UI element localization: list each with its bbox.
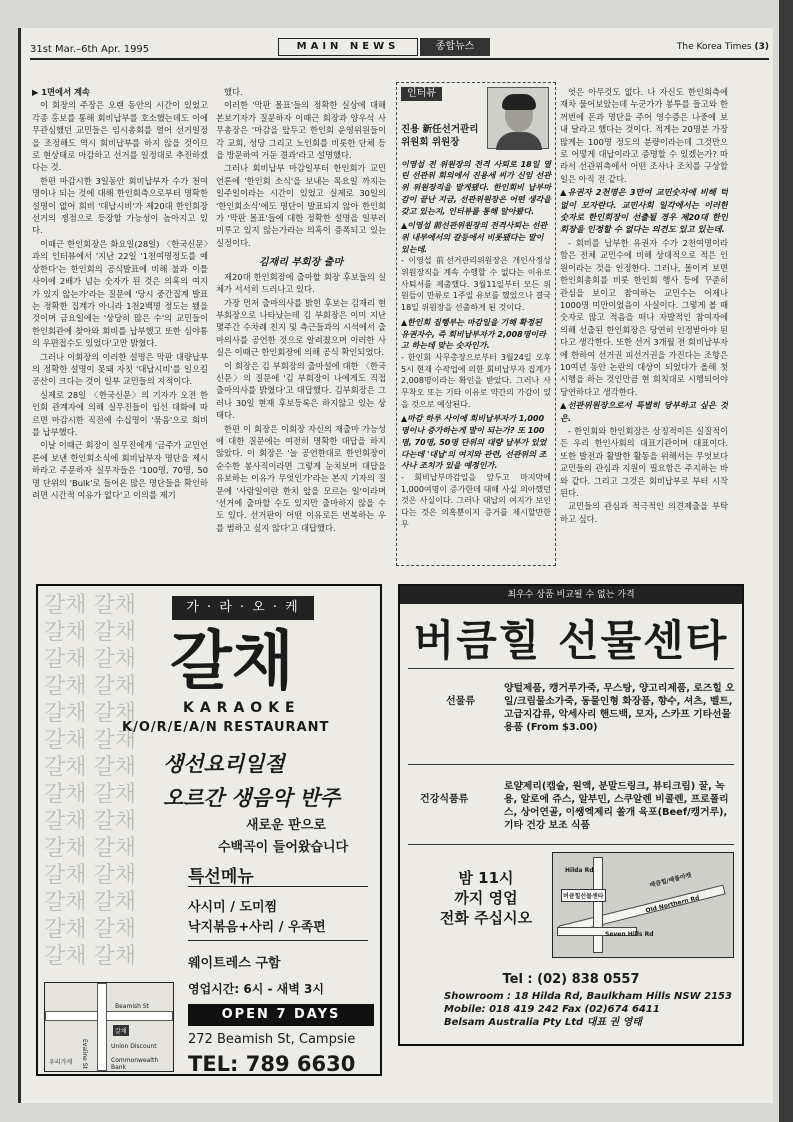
- interview-answer: - 이영섭 前선거관리위원장은 개인사정상 위원장직을 계속 수행할 수 없다는 이유로 사퇴서를 제출했다. 3월11일부터 모든 위원들이 만류로 1주일 유보를 했었으나 결국 18일 위원장을 선출하게 된 것이다.: [401, 256, 551, 313]
- paragraph: 한편 마감시한 3일동안 회비납부자 수가 천여명이나 되는 것에 대해 한인회측으로부터 명확한 설명이 없어 회비 '대납시비'가 제20대 한인회장 선거의 쟁점으로 등장할 가능성이 높아지고 있다.: [32, 175, 208, 236]
- interview-question: ▲한인회 집행부는 마감일을 기해 확정된 유권자수, 즉 회비납부자가 2,008명이라고 하는데 맞는 숫자인가.: [401, 317, 546, 351]
- portrait-body: [496, 132, 542, 150]
- map-label: Union Discount: [111, 1043, 157, 1050]
- paragraph: 그러나 회비납부 마감일부터 한인회가 교민언론에 '한인회 소식'을 보내는 목요일 까지는 일주일이라는 시간이 있었고 실제로 30일의 '한인회소식'에도 명단이 발표되지 않아 한인회가 '막판 몰표'들에 대한 정확한 설명을 일부러 미루고 있지 않는가라는 의혹이 증폭되고 있는 실정이다.: [216, 163, 386, 248]
- article-column-2: [216, 86, 386, 566]
- interview-tag: 인터뷰: [401, 87, 442, 101]
- map-road: [593, 857, 603, 953]
- portrait-hair: [502, 94, 536, 110]
- paragraph: 이날 이때근 회장이 실무진에게 '금주가 교민언론에 보낸 한인회소식에 회비납부자 명단을 제시하라고 주문하자 실무자들은 '100명, 70명, 50명 단위의 'Bulk'로 들어온 많은 명단들을 확인하려면 시간적 여유가 없다'고 이의를 제기: [32, 440, 208, 500]
- store-name: 버큼힐 선물센타: [413, 616, 729, 665]
- article-column-4: [560, 86, 728, 566]
- map-marker: 버큼힐선물센타: [561, 889, 606, 902]
- category-items: 로얄제리(캡슐, 원액, 분말드링크, 뷰티크림) 꿀, 녹용, 알로에 쥬스, 알부민, 스쿠알렌 비콜렌, 프로폴리스, 상어연골, 이쌩엑제리 쏠개 육포(Beef/캥거루), 기타 건강 보조 식품: [504, 781, 729, 831]
- paragraph: 실제로 28일 〈한국신문〉의 기자가 오전 한인회 관계자에 의해 실무진들이 임선 대화에 따르면 마감시한 직전에 수십명이 '묶음'으로 회비를 납부했다.: [32, 389, 208, 437]
- paragraph: 이러한 '막판 몰표'들의 정확한 실상에 대해 본보기자가 질문하자 이때근 회장과 양우석 사무총장은 '마감을 앞두고 한인회 운영위원들이 각 교회, 성당 그리고 노인회를 비롯한 단체 등을 방문하여 거둔 결과'라고 설명했다.: [216, 100, 386, 161]
- interview-box: [396, 82, 556, 566]
- karaoke-label: KARAOKE: [183, 700, 301, 716]
- location-map: [44, 982, 174, 1072]
- interview-question: ▲이영섭 前선관위원장의 전격사퇴는 선관위 내부에서의 갈등에서 비롯됐다는 말이 있는데.: [401, 221, 548, 254]
- interview-answer: - 한인회와 한인회장은 상징적이든 실질적이든 우리 한인사회의 대표기관이며 대표이다. 또한 발전과 활발한 활동을 위해서는 무엇보다 교민들의 관심과 지원이 필요함은 주지하는 바와 같다. 그리고 그것은 회비납부로 부터 시작된다.: [560, 425, 728, 498]
- article-column-1: [32, 86, 208, 566]
- map-marker: 갈채: [113, 1025, 129, 1036]
- continued-marker: ▶ 1면에서 계속: [32, 87, 91, 97]
- ad-line: 수백곡이 들어왔습니다: [218, 840, 349, 855]
- map-label: Seven Hills Rd: [605, 931, 654, 938]
- divider: [188, 940, 368, 941]
- hiring-notice: 웨이트레스 구함: [188, 956, 281, 971]
- interview-answer: - 회비납부마감일을 앞두고 마지막에 1,000여명이 증가한데 대해 사실 의아했던 것은 사실이다. 그러나 대납의 여지가 보인다는 것은 의혹뿐이지 증거를 제시할만한 무: [401, 472, 551, 529]
- karaoke-banner: 가 · 라 · 오 · 케: [172, 596, 314, 620]
- scan-edge: [779, 0, 793, 1122]
- interview-answer: - 한인회 사무총장으로부터 3월24일 오후 5시 현재 수작업에 의한 회비납부자 집계가 2,008명이라는 확인을 받았다. 그러나 사무착오 또는 기타 이유로 약간의 가감이 있을 것으로 예상된다.: [401, 352, 551, 409]
- interview-answer: 교민들의 관심과 적극적인 의견제출을 부탁하고 싶다.: [560, 501, 728, 524]
- issue-date: 31st Mar.–6th Apr. 1995: [30, 44, 150, 55]
- header-rule: [30, 58, 769, 60]
- interview-lead: 이영섭 전 위원장의 전격 사퇴로 18일 열린 선관위 회의에서 진용세 씨가 신임 선관위 위원장직을 맡게됐다. 한인회비 납부마감이 끝난 지금, 선관위원장은 어떤 생각을 갖고 있는지, 인터뷰를 통해 알아봤다.: [401, 159, 551, 216]
- interviewee-title: 진용 新任선거관리 위원회 위원장: [401, 123, 479, 148]
- paragraph: 했다.: [224, 87, 243, 97]
- open-days-banner: OPEN 7 DAYS: [188, 1004, 374, 1026]
- divider: [188, 886, 368, 887]
- paragraph: 엇은 아무것도 없다. 나 자신도 한인회측에 재차 물어보았는데 누군가가 봉투를 들고와 한꺼번에 돈과 명단을 주어 영수증은 나중에 보내 달라고 했다는 것이다. 적게는 20명분 가장 많게는 100명 정도의 분량이라는데 그것만으로 어떻게 대납이라고 증명할 수 있겠는가? 따라서 선관위측에서 어떤 조사나 조치를 구상할 일은 아직 전 같다.: [560, 87, 728, 184]
- category-label: 건강식품류: [420, 794, 469, 805]
- ad-line: 새로운 판으로: [246, 818, 326, 833]
- interview-question: ▲유권자 2천명은 3만여 교민숫자에 비해 턱없이 모자란다. 교민사회 일각에서는 이러한 숫자로 한인회장이 선출될 경우 제20대 한인회장을 인정할 수 없다는 의견도 있고 있는데.: [560, 187, 728, 235]
- store-phone: Tel : (02) 838 0557: [502, 972, 640, 987]
- restaurant-name: 갈채: [170, 624, 294, 699]
- karaoke-advertisement: [36, 584, 382, 1076]
- portrait-photo: [487, 87, 549, 149]
- divider: [408, 764, 734, 765]
- ad-line: 생선요리일절: [163, 752, 285, 776]
- map-label: 베큼힐/베룸마켓: [649, 871, 693, 890]
- gift-banner: 최우수 상품 비교될 수 없는 가격: [400, 586, 742, 604]
- page-header: [30, 38, 769, 60]
- map-street: [97, 983, 107, 1071]
- location-map: [552, 852, 734, 958]
- restaurant-label: K/O/R/E/A/N RESTAURANT: [122, 720, 330, 735]
- paragraph: 그러나 이회장의 이러한 설명은 막판 대량납부의 정확한 설명이 못돼 자칫 '대납시비'를 일으킬 공산이 크다는 것이 일부 교민들의 지적이다.: [32, 351, 208, 387]
- business-hours: 영업시간: 6시 - 새벽 3시: [188, 982, 324, 996]
- interview-answer: - 회비를 납부한 유권자 수가 2천여명이라 함은 전체 교민수에 비해 상대적으로 적은 인원이라는 것을 인정한다. 그러나, 몰이켜 보면 한인회총회를 비롯 한인회 행사 등에 꾸준히 관심을 보이고 참여하는 교민수는 어제나 1000명 미만이었음이 사실이다. 그렇게 볼 때 숫자로 많고 적음을 떠나 자발적인 참여자에 의해 선출된 한인회장은 당연히 인정받아야 된다고 생각한다. 또한 선거 3개월 전 회비납부자에 한하여 선거권 피선거권을 가진다는 조항은 10여년 동안 논란의 대상이 되었다가 올해 첫 시행을 하는 것인만큼 현 회칙대로 시행되어야 당연하다고 생각한다.: [560, 237, 728, 397]
- divider: [408, 844, 734, 845]
- interview-question: ▲마감 하루 사이에 회비납부자가 1,000명이나 증가하는게 말이 되는가? 또 100명, 70명, 50명 단위의 대량 납부가 있었다는데 '대납'의 여지와 관련, 선관위의 조사나 조치가 있을 예정인가.: [401, 414, 547, 471]
- map-label: 우리가게: [49, 1059, 73, 1066]
- watermark-pattern: 갈채 갈채 갈채 갈채 갈채 갈채 갈채 갈채 갈채 갈채 갈채 갈채 갈채 갈채 갈채 갈채 갈채 갈채 갈채 갈채 갈채 갈채 갈채 갈채 갈채 갈채 갈채 갈채: [44, 593, 137, 969]
- store-info: Showroom : 18 Hilda Rd, Baulkham Hills NSW 2153 Mobile: 018 419 242 Fax (02)674 6411 Belsam Australia Pty Ltd 대표 권 영태: [444, 991, 732, 1028]
- section-title-korean: 종합뉴스: [420, 38, 490, 56]
- category-label: 선물류: [446, 696, 475, 707]
- map-label: Evaline St: [81, 1039, 88, 1069]
- paragraph: 제20대 한인회장에 출마할 회장 후보들의 실체가 서서히 드러나고 있다.: [216, 271, 386, 295]
- map-label: Old Northern Rd: [644, 894, 701, 915]
- map-label: Beamish St: [115, 1003, 149, 1010]
- paragraph: 한편 이 회장은 이회장 자신의 재출마 가능성에 대한 질문에는 여전히 명확한 대답을 하지 않았다. 이 회장은 '늘 공언한대로 한인회장이 순수한 봉사직이라면 그렇게 눈치보며 대답을 유보하는 이유가 무엇인가'라는 본지 기자의 질문에 '사람일이란 한치 앞을 모르는 일'이라며 '선거에 출마할 수도 있지만 출마하지 않을 수도 있다. 선거판이 어떤 이유로든 번복하는 우를 범하고 싶지 않다'고 대답했다.: [216, 423, 386, 533]
- gift-center-advertisement: [398, 584, 744, 1046]
- paragraph: 가장 먼저 출마의사를 밝힌 후보는 김재리 현부회장으로 나타났는데 김 부회장은 이미 지난 몇주간 수차례 친지 및 측근들과의 시석에서 출마의사를 공언한 것으로 알려졌으며 이러한 사실은 이때근 한인회장에 의해 공식 확인되었다.: [216, 297, 386, 358]
- paragraph: 이 회장은 김 부회장의 출마설에 대한 〈한국신문〉의 질문에 '김 부회장이 나에게도 직접 출마의사를 밝혔다'고 대답했다. 김부회장은 그러나 30일 현재 후보등록은 하지않고 있는 상태다.: [216, 360, 386, 421]
- paper-name: The Korea Times (3): [676, 42, 769, 52]
- category-items: 양털제품, 캥거루가죽, 무스탕, 양고리제품, 로즈힐 오일/크림물소가죽, 동물인형 화장품, 향수, 셔츠, 벨트, 고급지갑류, 악세사리 핸드백, 모자, 스카프 기타선물용품 (From $3.00): [504, 683, 735, 733]
- map-street: [45, 1011, 173, 1021]
- hours-notice: 밤 11시 까지 영업 전화 주십시오: [439, 869, 533, 927]
- map-label: Hilda Rd: [565, 867, 594, 874]
- subheading: 김재리 부회장 출마: [258, 257, 344, 269]
- special-menu-heading: 특선메뉴: [188, 867, 254, 887]
- divider: [408, 668, 734, 669]
- menu-item: 사시미 / 도미찜: [188, 900, 278, 915]
- menu-item: 낙지볶음+사리 / 우족편: [188, 920, 326, 935]
- section-title: MAIN NEWS: [278, 38, 418, 56]
- interview-question: ▲선관위원장으로서 특별히 당부하고 싶은 것은.: [560, 400, 728, 423]
- paragraph: 이 회장의 주장은 오랜 동안의 시간이 있었고 각종 홍보를 통해 회비납부를 호소했는데도 이에 무관심했던 교민들은 임시총회를 열어 선거일정을 조정해도 역시 회비납부를 하지 않을 것이므로 현상태로 마감하고 선거를 일정대로 추진하겠다는 것.: [32, 100, 208, 173]
- paragraph: 이때근 한인회장은 화요일(28일) 〈한국신문〉과의 인터뷰에서 '지난 22일 '1천여명정도를 예상한다'는 한인회의 공식발표에 비해 불과 이틀 사이에 2배가 넘는 숫자가 된 것은 의혹의 여지가 있지 않는가'라는 질문에 '당시 중간집계 발표는 정확한 집계가 아니라 1천2백명 정도는 됐을 것이며 금요일에는 '상당히 많은 수'의 교민들이 한인회관에 찾아와 회비를 납부했고 또한 심야통의 우편접수도 있었다'고만 밝혔다.: [32, 238, 208, 349]
- restaurant-address: 272 Beamish St, Campsie: [188, 1032, 356, 1047]
- restaurant-phone: TEL: 789 6630: [188, 1052, 356, 1076]
- map-label: Commonwealth Bank: [111, 1057, 159, 1071]
- ad-line: 오르간 생음악 반주: [163, 786, 340, 810]
